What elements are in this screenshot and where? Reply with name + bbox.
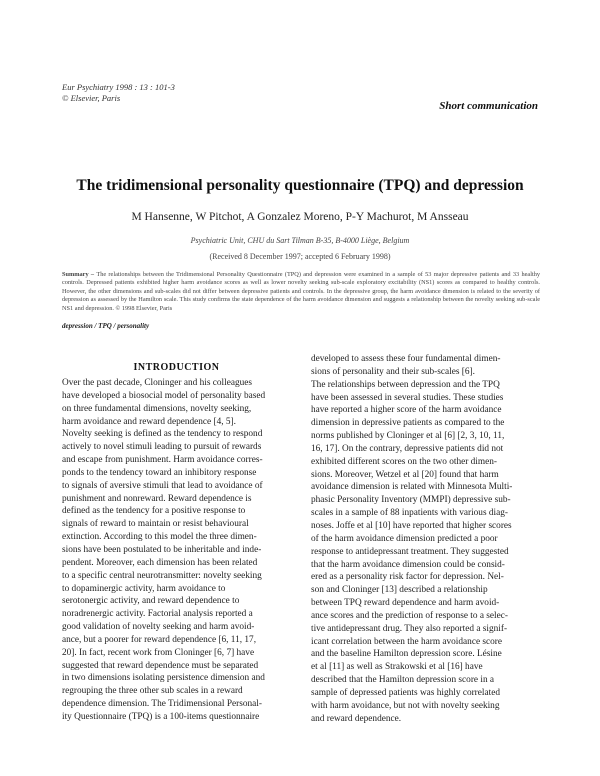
body-text-line: et al [11] as well as Strakowski et al [16] have — [311, 662, 483, 673]
publisher-copyright: © Elsevier, Paris — [62, 93, 121, 103]
body-text-line: between TPQ reward dependence and harm avoid- — [311, 598, 500, 609]
body-text-line: to dopaminergic activity, harm avoidance to — [62, 583, 226, 594]
body-text-line: ance, but a poorer for reward dependence [6, 11, 17, — [62, 634, 257, 645]
body-text-line: 20]. In fact, recent work from Cloninger [6, 7] have — [62, 647, 255, 658]
body-text-line: noses. Joffe et al [10] have reported that higher scores — [311, 520, 512, 531]
body-text-line: noradrenergic activity. Factorial analysis reported a — [62, 609, 253, 620]
body-text-line: and the baseline Hamilton depression score. Lésine — [311, 649, 502, 660]
body-text-line: phasic Personality Inventory (MMPI) depressive sub- — [311, 495, 511, 506]
abstract-text: the novelty seeking sub-scale NS1 and depression. © 1998 Elsevier, Paris — [62, 296, 540, 312]
body-text-line: actively to novel stimuli leading to pursuit of rewards — [62, 442, 262, 453]
body-text-line: to signals of aversive stimuli that lead to avoidance of — [62, 480, 263, 491]
body-text-line: extinction. According to this model the three dimen- — [62, 532, 257, 543]
body-text-line: ance scores and the prediction of response to a selec- — [311, 610, 508, 621]
body-text-line: of the harm avoidance dimension predicted a poor — [311, 533, 498, 544]
body-text-line: avoidance dimension is related with Minnesota Multi- — [311, 482, 513, 493]
body-text-line: sample of depressed patients was highly correlated — [311, 687, 500, 698]
body-text-line: have developed a biosocial model of personality based — [62, 390, 266, 401]
body-text-line: response to antidepressant treatment. They suggested — [311, 546, 509, 557]
body-text-line: regrouping the three other sub scales in a reward — [62, 686, 243, 697]
abstract — [62, 271, 540, 313]
abstract-text: The relationships between the Tridimensional Personality Questionnaire (TPQ) and depression were examined in a sample of 53 — [96, 271, 434, 278]
received-dates: (Received 8 December 1997; accepted 6 February 1998) — [209, 252, 391, 261]
article-category: Short communication — [439, 100, 538, 112]
body-text-line: exhibited different scores on the two other dimen- — [311, 456, 497, 467]
body-text-line: pendent. Moreover, each dimension has been related — [62, 557, 258, 568]
body-text-line: to a specific central neurotransmitter: novelty seeking — [62, 570, 262, 581]
body-text-line: and reward dependence. — [311, 713, 402, 724]
body-text-line: sions of personality and their sub-scales [6]. — [311, 366, 475, 377]
body-text-line: icant correlation between the harm avoidance score — [311, 636, 503, 647]
body-text-line: suggested that reward dependence must be separated — [62, 660, 259, 671]
abstract-text: major depressive patients and 33 healthy controls. Depressed patients exhibited higher harm avoidance scores as well as lower novelty seeking — [62, 271, 540, 287]
body-text-line: defined as the tendency for a positive response to — [62, 506, 246, 517]
body-text-line: in two dimensions isolating persistence dimension and — [62, 673, 265, 684]
body-text-line: dimension in depressive patients as compared to the — [311, 418, 505, 429]
body-text-line: developed to assess these four fundamental dimen- — [311, 354, 501, 364]
body-text-line: good validation of novelty seeking and harm avoid- — [62, 622, 255, 633]
body-text-line: punishment and nonreward. Reward dependence is — [62, 493, 252, 504]
body-text-line: dependence dimension. The Tridimensional Personal- — [62, 699, 262, 710]
body-text-line: tive antidepressant drug. They also reported a signif- — [311, 623, 508, 634]
body-text-line: son and Cloninger [13] described a relationship — [311, 585, 488, 596]
body-text-line: with harm avoidance, but not with novelty seeking — [311, 700, 500, 711]
body-text-line: that the harm avoidance dimension could be consid- — [311, 559, 505, 570]
body-text-line: serotonergic activity, and reward dependence to — [62, 596, 240, 607]
body-text-line: ity Questionnaire (TPQ) is a 100-items questionnaire — [62, 711, 260, 722]
body-text-line: and escape from punishment. Harm avoidance corres- — [62, 455, 263, 466]
journal-reference: Eur Psychiatry 1998 : 13 : 101-3 — [62, 82, 175, 92]
abstract-text: assessed by the Hamilton scale. This study confirms the state dependence of the harm avoidance dimension and suggests a relationship between — [97, 296, 466, 304]
body-text-line: scales in a sample of 88 inpatients with various diag- — [311, 508, 508, 519]
body-text-line: ponds to the tendency toward an inhibitory response — [62, 467, 257, 478]
keywords: depression / TPQ / personality — [62, 322, 150, 330]
body-text-line: have been assessed in several studies. These studies — [311, 392, 504, 403]
body-column-right — [311, 353, 540, 725]
author-affiliation: Psychiatric Unit, CHU du Sart Tilman B-35, B-4000 Liège, Belgium — [190, 236, 410, 245]
section-heading: INTRODUCTION — [133, 362, 220, 373]
body-text-line: The relationships between depression and the TPQ — [311, 379, 500, 390]
abstract-label: Summary – — [62, 271, 97, 278]
body-text-line: Novelty seeking is defined as the tendency to respond — [62, 429, 263, 440]
abstract-text: sub-scale exploratory excitability (NS1) scores as compared to healthy controls. However, the other dimensions and sub-scales did not — [62, 279, 540, 295]
author-list: M Hansenne, W Pitchot, A Gonzalez Moreno, P-Y Machurot, M Ansseau — [131, 211, 469, 223]
body-text-line: signals of reward to maintain or resist behavioural — [62, 519, 249, 530]
body-text-line: sions. Moreover, Wetzel et al [20] found that harm — [311, 469, 499, 480]
body-text-line: sions have been postulated to be inheritable and inde- — [62, 544, 262, 555]
article-title: The tridimensional personality questionnaire (TPQ) and depression — [76, 177, 524, 194]
body-text-line: have reported a higher score of the harm avoidance — [311, 405, 502, 416]
abstract-text: differ between depressive patients and controls. In the depressive group, the harm avoidance dimension is related to the severity of depression as — [62, 287, 540, 304]
journal-citation — [62, 82, 175, 104]
body-column-left — [62, 377, 291, 724]
body-text-line: 16, 17]. On the contrary, depressive patients did not — [311, 443, 504, 454]
body-text-line: described that the Hamilton depression score in a — [311, 675, 495, 686]
body-text-line: Over the past decade, Cloninger and his colleagues — [62, 378, 253, 388]
body-text-line: ered as a personality risk factor for depression. Nel- — [311, 572, 504, 583]
body-text-line: on three fundamental dimensions, novelty seeking, — [62, 403, 252, 414]
body-text-line: norms published by Cloninger et al [6] [2, 3, 10, 11, — [311, 431, 505, 442]
body-text-line: harm avoidance and reward dependence [4, 5]. — [62, 416, 236, 427]
